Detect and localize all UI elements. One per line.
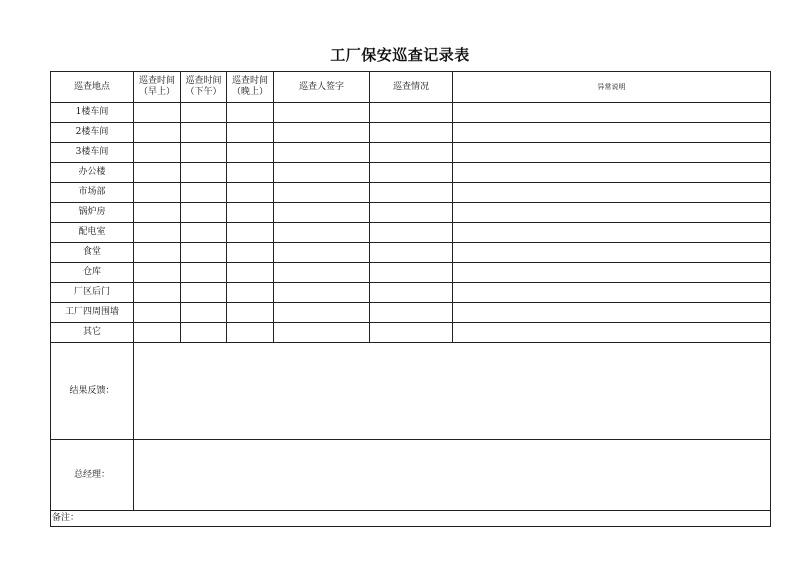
time-morning-cell[interactable] — [134, 183, 181, 203]
inspector-cell[interactable] — [274, 203, 370, 223]
time-morning-cell[interactable] — [134, 283, 181, 303]
location-label: 3楼车间 — [51, 143, 134, 163]
time-morning-cell[interactable] — [134, 123, 181, 143]
inspector-cell[interactable] — [274, 163, 370, 183]
abnormal-cell[interactable] — [453, 323, 771, 343]
location-label: 厂区后门 — [51, 283, 134, 303]
status-cell[interactable] — [370, 163, 453, 183]
time-afternoon-cell[interactable] — [181, 223, 227, 243]
abnormal-cell[interactable] — [453, 203, 771, 223]
header-time-morning-line1: 巡查时间 — [138, 76, 175, 86]
table-row — [51, 183, 771, 203]
table-row — [51, 163, 771, 183]
time-evening-cell[interactable] — [227, 303, 274, 323]
time-afternoon-cell[interactable] — [181, 323, 227, 343]
time-afternoon-cell[interactable] — [181, 123, 227, 143]
manager-signature-field[interactable] — [134, 440, 771, 511]
time-morning-cell[interactable] — [134, 203, 181, 223]
note-label[interactable]: 备注： — [51, 511, 771, 527]
status-cell[interactable] — [370, 243, 453, 263]
note-row — [51, 511, 771, 527]
time-morning-cell[interactable] — [134, 243, 181, 263]
manager-row — [51, 440, 771, 511]
status-cell[interactable] — [370, 263, 453, 283]
status-cell[interactable] — [370, 203, 453, 223]
abnormal-cell[interactable] — [453, 103, 771, 123]
abnormal-cell[interactable] — [453, 123, 771, 143]
location-label: 仓库 — [51, 263, 134, 283]
time-afternoon-cell[interactable] — [181, 183, 227, 203]
time-evening-cell[interactable] — [227, 203, 274, 223]
location-label: 市场部 — [51, 183, 134, 203]
abnormal-cell[interactable] — [453, 183, 771, 203]
status-cell[interactable] — [370, 183, 453, 203]
table-row — [51, 203, 771, 223]
location-label: 1楼车间 — [51, 103, 134, 123]
abnormal-cell[interactable] — [453, 223, 771, 243]
time-evening-cell[interactable] — [227, 263, 274, 283]
time-afternoon-cell[interactable] — [181, 163, 227, 183]
time-morning-cell[interactable] — [134, 323, 181, 343]
time-morning-cell[interactable] — [134, 103, 181, 123]
abnormal-cell[interactable] — [453, 243, 771, 263]
inspector-cell[interactable] — [274, 303, 370, 323]
table-row — [51, 143, 771, 163]
time-evening-cell[interactable] — [227, 123, 274, 143]
table-row — [51, 123, 771, 143]
time-evening-cell[interactable] — [227, 103, 274, 123]
time-evening-cell[interactable] — [227, 223, 274, 243]
time-morning-cell[interactable] — [134, 223, 181, 243]
location-label: 食堂 — [51, 243, 134, 263]
status-cell[interactable] — [370, 283, 453, 303]
table-row — [51, 283, 771, 303]
inspector-cell[interactable] — [274, 243, 370, 263]
time-evening-cell[interactable] — [227, 183, 274, 203]
status-cell[interactable] — [370, 103, 453, 123]
location-label: 锅炉房 — [51, 203, 134, 223]
status-cell[interactable] — [370, 323, 453, 343]
table-row — [51, 303, 771, 323]
abnormal-cell[interactable] — [453, 303, 771, 323]
header-time-morning-line2: （早上） — [138, 87, 175, 97]
time-afternoon-cell[interactable] — [181, 143, 227, 163]
header-time-afternoon — [181, 72, 227, 103]
time-afternoon-cell[interactable] — [181, 263, 227, 283]
header-inspector: 巡查人签字 — [274, 72, 370, 103]
time-evening-cell[interactable] — [227, 243, 274, 263]
status-cell[interactable] — [370, 303, 453, 323]
time-afternoon-cell[interactable] — [181, 203, 227, 223]
abnormal-cell[interactable] — [453, 163, 771, 183]
location-label: 2楼车间 — [51, 123, 134, 143]
inspector-cell[interactable] — [274, 123, 370, 143]
header-time-evening — [227, 72, 274, 103]
header-time-morning — [134, 72, 181, 103]
patrol-record-table — [50, 71, 771, 527]
abnormal-cell[interactable] — [453, 263, 771, 283]
header-time-evening-line2: （晚上） — [231, 87, 268, 97]
time-afternoon-cell[interactable] — [181, 103, 227, 123]
time-afternoon-cell[interactable] — [181, 303, 227, 323]
inspector-cell[interactable] — [274, 103, 370, 123]
abnormal-cell[interactable] — [453, 283, 771, 303]
time-evening-cell[interactable] — [227, 323, 274, 343]
inspector-cell[interactable] — [274, 143, 370, 163]
feedback-row — [51, 343, 771, 440]
header-time-evening-line1: 巡查时间 — [231, 76, 268, 86]
table-row — [51, 243, 771, 263]
header-abnormal: 异常说明 — [453, 72, 771, 103]
table-row — [51, 323, 771, 343]
table-row — [51, 263, 771, 283]
page-title: 工厂保安巡查记录表 — [330, 46, 470, 64]
time-afternoon-cell[interactable] — [181, 283, 227, 303]
time-morning-cell[interactable] — [134, 263, 181, 283]
inspector-cell[interactable] — [274, 223, 370, 243]
status-cell[interactable] — [370, 123, 453, 143]
time-morning-cell[interactable] — [134, 303, 181, 323]
time-evening-cell[interactable] — [227, 163, 274, 183]
abnormal-cell[interactable] — [453, 143, 771, 163]
time-evening-cell[interactable] — [227, 283, 274, 303]
time-morning-cell[interactable] — [134, 163, 181, 183]
table-row — [51, 223, 771, 243]
feedback-field[interactable] — [134, 343, 771, 440]
table-row — [51, 103, 771, 123]
inspector-cell[interactable] — [274, 283, 370, 303]
time-afternoon-cell[interactable] — [181, 243, 227, 263]
status-cell[interactable] — [370, 143, 453, 163]
inspector-cell[interactable] — [274, 323, 370, 343]
status-cell[interactable] — [370, 223, 453, 243]
time-evening-cell[interactable] — [227, 143, 274, 163]
header-time-afternoon-line1: 巡查时间 — [185, 76, 222, 86]
inspector-cell[interactable] — [274, 183, 370, 203]
feedback-label: 结果反馈： — [51, 343, 134, 440]
header-time-afternoon-line2: （下午） — [185, 87, 222, 97]
location-label: 工厂四周围墙 — [51, 303, 134, 323]
header-location: 巡查地点 — [51, 72, 134, 103]
manager-label: 总经理： — [51, 440, 134, 511]
location-label: 办公楼 — [51, 163, 134, 183]
location-rows — [51, 103, 771, 343]
inspector-cell[interactable] — [274, 263, 370, 283]
header-row — [51, 72, 771, 103]
location-label: 配电室 — [51, 223, 134, 243]
location-label: 其它 — [51, 323, 134, 343]
time-morning-cell[interactable] — [134, 143, 181, 163]
header-status: 巡查情况 — [370, 72, 453, 103]
